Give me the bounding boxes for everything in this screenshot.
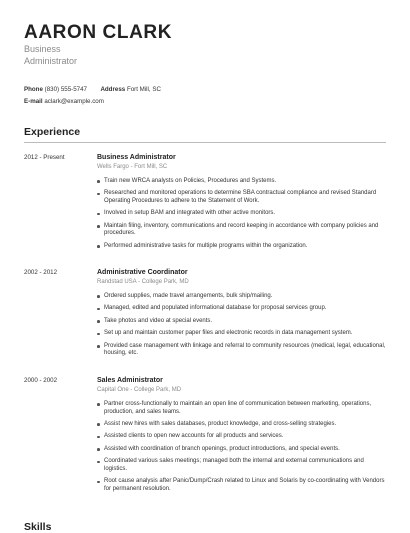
job-bullet: Involved in setup BAM and integrated with other active monitors. xyxy=(97,210,387,218)
contact-phone-address xyxy=(24,86,161,93)
job-bullet: Performed administrative tasks for multiple programs within the organization. xyxy=(97,243,387,251)
job-bullet: Ordered supplies, made travel arrangements, bulk ship/mailing. xyxy=(97,293,387,301)
job-dates: 2012 - Present xyxy=(24,154,65,161)
job-company: Wells Fargo - Fort Mill, SC xyxy=(97,164,168,170)
address-label: Address xyxy=(100,86,126,93)
job-role: Sales Administrator xyxy=(97,377,163,384)
job-bullet: Assisted with coordination of branch openings, product introductions, and special events. xyxy=(97,446,387,454)
job-bullet: Coordinated various sales meetings; managed both the internal and external communications and logistics. xyxy=(97,458,387,473)
job-bullet: Provided case management with linkage and referral to community resources (medical, legal, educational, housing, etc. xyxy=(97,343,387,358)
job-bullet: Managed, edited and populated informational database for proposal services group. xyxy=(97,305,387,313)
job-bullets xyxy=(97,293,387,363)
phone-label: Phone xyxy=(24,86,43,93)
job-role: Business Administrator xyxy=(97,154,176,161)
job-bullet: Partner cross-functionally to maintain an open line of communication between marketing, operations, production, and sales teams. xyxy=(97,401,387,416)
section-divider xyxy=(24,142,386,143)
job-company: Capital One - College Park, MD xyxy=(97,387,182,393)
job-bullet: Maintain filing, inventory, communications and record keeping in accordance with company policies and procedures. xyxy=(97,223,387,238)
skills-heading: Skills xyxy=(24,521,52,533)
job-bullet: Assisted clients to open new accounts for all products and services. xyxy=(97,433,387,441)
contact-email xyxy=(24,98,104,105)
candidate-name: AARON CLARK xyxy=(24,22,173,43)
job-bullet: Take photos and video at special events. xyxy=(97,318,387,326)
job-role: Administrative Coordinator xyxy=(97,269,188,276)
address-value: Fort Mill, SC xyxy=(126,86,161,93)
job-bullet: Researched and monitored operations to determine SBA contractual compliance and revised Standard Operating Procedures to adhere to the Statement of Work. xyxy=(97,190,387,205)
job-bullet: Set up and maintain customer paper files and electronic records in data management system. xyxy=(97,330,387,338)
job-bullet: Assist new hires with sales databases, product knowledge, and cross-selling strategies. xyxy=(97,421,387,429)
email-value: aclark@example.com xyxy=(44,98,104,105)
job-company: Randstad USA - College Park, MD xyxy=(97,279,189,285)
phone-value: (830) 555-5747 xyxy=(44,86,87,93)
job-dates: 2000 - 2002 xyxy=(24,377,58,384)
job-bullet: Train new WRCA analysts on Policies, Procedures and Systems. xyxy=(97,178,387,186)
job-title-line: Business xyxy=(24,44,61,54)
candidate-job-title xyxy=(24,44,144,67)
job-bullets xyxy=(97,401,387,498)
job-dates: 2002 - 2012 xyxy=(24,269,58,276)
email-label: E-mail xyxy=(24,98,43,105)
experience-heading: Experience xyxy=(24,126,81,138)
job-bullet: Root cause analysis after Panic/Dump/Crash related to Linux and Solaris by co-coordinating with Vendors for permanent resolution. xyxy=(97,478,387,493)
job-title-line: Administrator xyxy=(24,55,78,66)
job-bullets xyxy=(97,178,387,255)
